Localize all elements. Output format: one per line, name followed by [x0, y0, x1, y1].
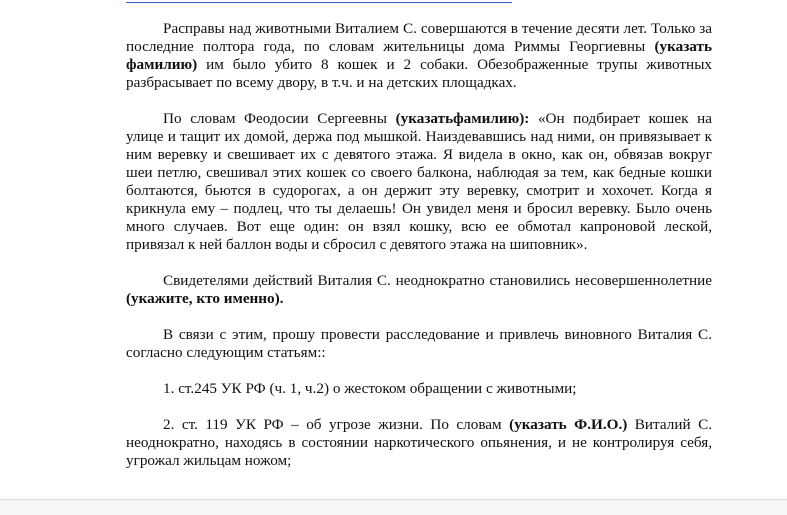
placeholder-witnesses: (укажите, кто именно). [126, 290, 284, 307]
placeholder-surname-1: (указать фамилию) [126, 38, 712, 73]
paragraph-2: По словам Феодосии Сергеевны (указатьфамилию): «Он подбирает кошек на улице и тащит их домой, держа под мышкой. Наиздевавшись над ними, он привязывает к ним веревку и свешивает их с девятого этажа. Я видела в окно, как он, обвязав вокруг шеи петлю, свешивал этих кошек со своего балкона, наблюдая за тем, как бедные кошки болтаются, бьются в судорогах, а он держит эту веревку, смотрит и хохочет. Когда я крикнула ему – подлец, что ты делаешь! Он увидел меня и бросил веревку. Было очень много случаев. Вот еще один: он взял кошку, всю ее обмотал капроновой леской, привязал к ней баллон воды и сбросил с девятого этажа на шиповник». [126, 110, 712, 253]
paragraph-1: Расправы над животными Виталием С. совершаются в течение десяти лет. Только за последние полтора года, по словам жительницы дома Риммы Георгиевны (указать фамилию) им было убито 8 кошек и 2 собаки. Обезображенные трупы животных разбрасывает по всему двору, в т.ч. и на детских площадках. [126, 20, 712, 91]
document-body [126, 20, 712, 470]
paragraph-4: В связи с этим, прошу провести расследование и привлечь виновного Виталия С. согласно следующим статьям:: [126, 326, 712, 361]
page-bottom-strip [0, 500, 787, 515]
top-hyperlink-underline[interactable] [126, 0, 512, 3]
paragraph-6: 2. ст. 119 УК РФ – об угрозе жизни. По словам (указать Ф.И.О.) Виталий С. неоднократно, находясь в состоянии наркотического опьянения, и не контролируя себя, угрожал жильцам ножом; [126, 416, 712, 469]
placeholder-fio: (указать Ф.И.О.) [509, 416, 628, 433]
paragraph-3: Свидетелями действий Виталия С. неоднократно становились несовершеннолетние (укажите, кто именно). [126, 272, 712, 307]
placeholder-surname-2: (указатьфамилию): [395, 110, 530, 127]
paragraph-5: 1. ст.245 УК РФ (ч. 1, ч.2) о жестоком обращении с животными; [163, 380, 577, 397]
